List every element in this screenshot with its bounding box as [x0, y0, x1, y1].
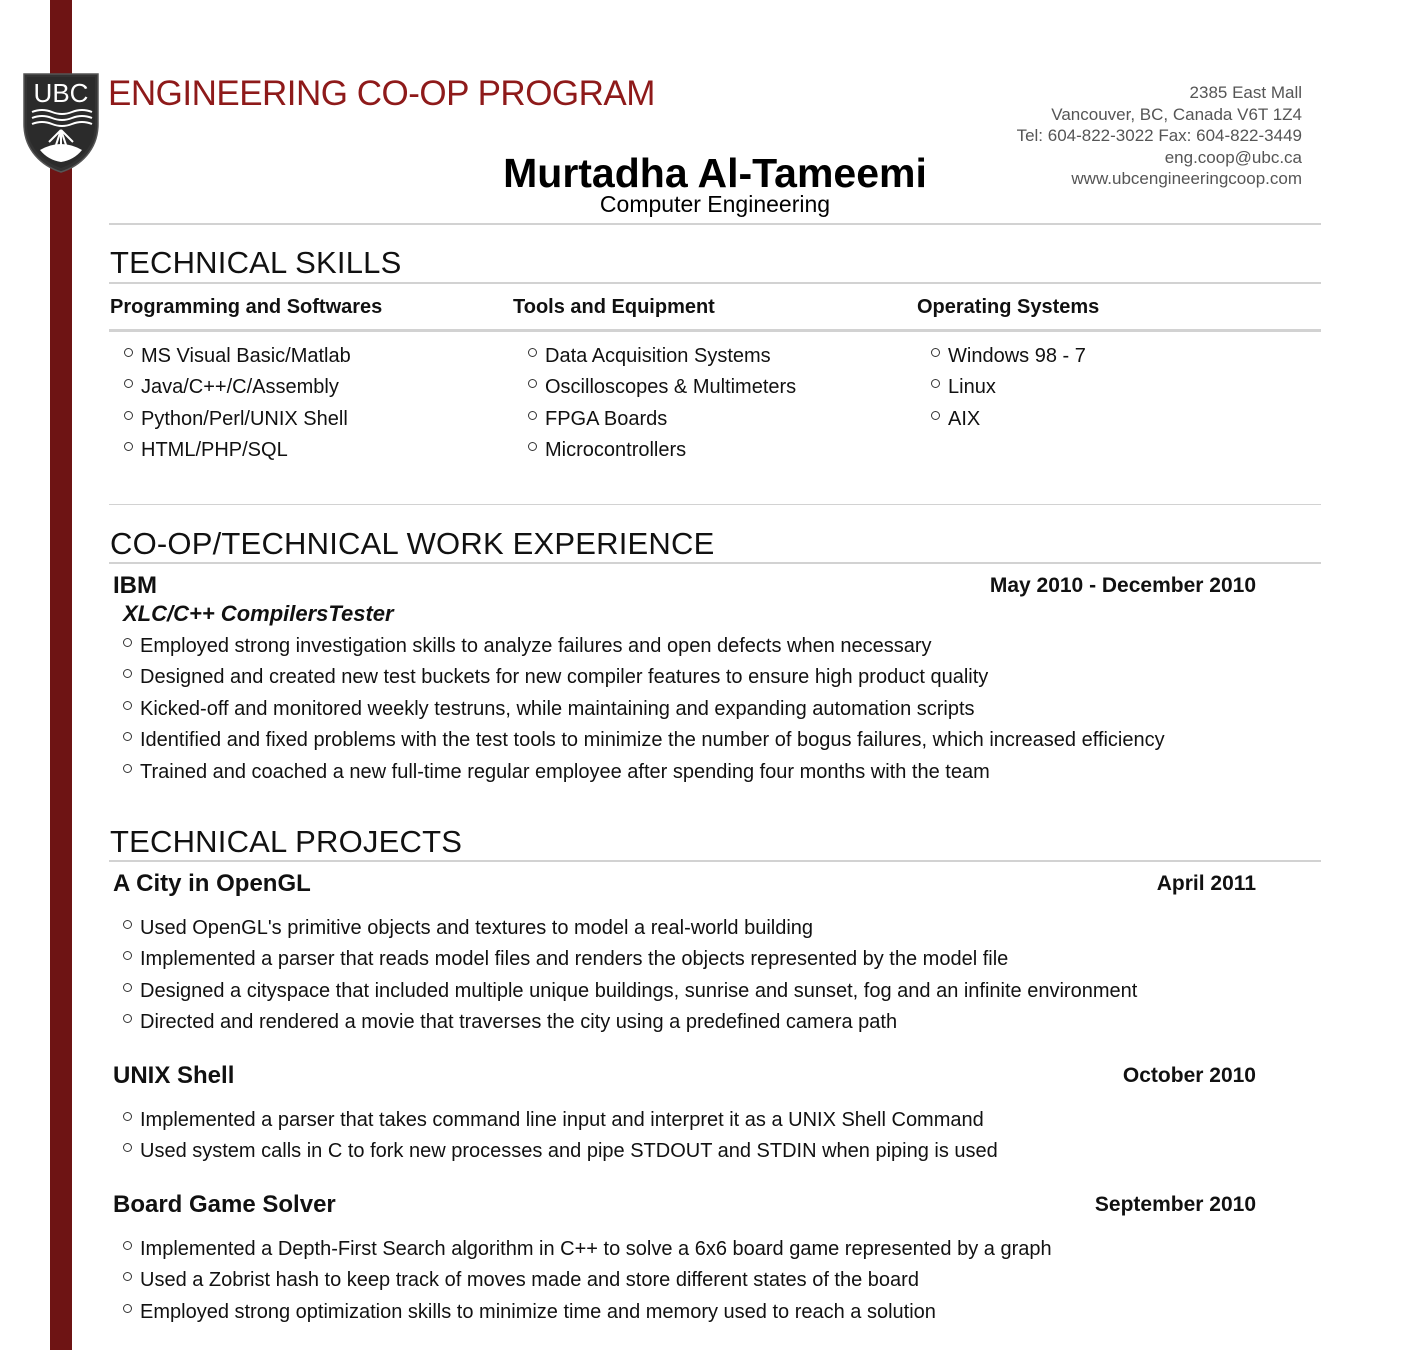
phone-fax-line: Tel: 604-822-3022 Fax: 604-822-3449 [1016, 126, 1302, 145]
address-line: 2385 East Mall [1189, 83, 1302, 102]
divider [109, 504, 1321, 505]
list-item: Implemented a parser that reads model files and renders the objects represented by the model file [123, 946, 1137, 977]
project-date: April 2011 [1156, 872, 1256, 895]
list-item: Oscilloscopes & Multimeters [528, 374, 796, 405]
list-item: FPGA Boards [528, 406, 796, 437]
job-title: XLC/C++ CompilersTester [123, 601, 394, 626]
skill-column-heading: Programming and Softwares [110, 296, 383, 318]
list-item: Linux [931, 374, 1086, 405]
skill-column-heading: Tools and Equipment [513, 296, 715, 318]
candidate-name: Murtadha Al-Tameemi [503, 150, 927, 196]
list-item: Directed and rendered a movie that traverses the city using a predefined camera path [123, 1009, 1137, 1040]
skill-column-heading: Operating Systems [917, 296, 1100, 318]
skill-list-programming [124, 343, 351, 469]
divider [109, 282, 1321, 284]
project-bullets [123, 915, 1137, 1041]
list-item: Used system calls in C to fork new processes and pipe STDOUT and STDIN when piping is used [123, 1138, 998, 1169]
list-item: Designed a cityspace that included multiple unique buildings, sunrise and sunset, fog and an infinite environment [123, 978, 1137, 1009]
website-line: www.ubcengineeringcoop.com [1071, 169, 1302, 188]
skill-list-os [931, 343, 1086, 437]
list-item: Windows 98 - 7 [931, 343, 1086, 374]
skill-list-tools [528, 343, 796, 469]
employer-name: IBM [113, 572, 157, 599]
project-bullets [123, 1236, 1052, 1330]
list-item: Trained and coached a new full-time regular employee after spending four months with the team [123, 759, 1165, 790]
list-item: Python/Perl/UNIX Shell [124, 406, 351, 437]
list-item: Java/C++/C/Assembly [124, 374, 351, 405]
list-item: Data Acquisition Systems [528, 343, 796, 374]
project-name: UNIX Shell [113, 1062, 235, 1089]
project-name: Board Game Solver [113, 1191, 336, 1218]
list-item: Used OpenGL's primitive objects and textures to model a real-world building [123, 915, 1137, 946]
list-item: Used a Zobrist hash to keep track of moves made and store different states of the board [123, 1267, 1052, 1298]
address-line: Vancouver, BC, Canada V6T 1Z4 [1051, 104, 1302, 124]
experience-bullets [123, 633, 1165, 790]
section-title-skills: TECHNICAL SKILLS [110, 245, 402, 280]
employment-dates: May 2010 - December 2010 [989, 574, 1256, 597]
list-item: HTML/PHP/SQL [124, 437, 351, 468]
section-title-experience: CO-OP/TECHNICAL WORK EXPERIENCE [110, 526, 715, 561]
project-name: A City in OpenGL [113, 870, 311, 897]
list-item: Designed and created new test buckets for new compiler features to ensure high product quality [123, 664, 1165, 695]
svg-text:UBC: UBC [33, 78, 89, 108]
project-date: September 2010 [1094, 1193, 1256, 1216]
divider [109, 860, 1321, 862]
list-item: AIX [931, 406, 1086, 437]
list-item: Employed strong optimization skills to minimize time and memory used to reach a solution [123, 1299, 1052, 1330]
list-item: Microcontrollers [528, 437, 796, 468]
project-bullets [123, 1107, 998, 1170]
divider [109, 562, 1321, 564]
divider [109, 223, 1321, 225]
project-date: October 2010 [1122, 1064, 1256, 1087]
program-title: ENGINEERING CO-OP PROGRAM [108, 74, 655, 113]
candidate-major: Computer Engineering [599, 191, 831, 217]
list-item: MS Visual Basic/Matlab [124, 343, 351, 374]
divider [109, 329, 1321, 332]
list-item: Kicked-off and monitored weekly testruns, while maintaining and expanding automation scripts [123, 696, 1165, 727]
list-item: Implemented a parser that takes command line input and interpret it as a UNIX Shell Command [123, 1107, 998, 1138]
email-line: eng.coop@ubc.ca [1164, 147, 1302, 167]
list-item: Identified and fixed problems with the test tools to minimize the number of bogus failures, which increased efficiency [123, 727, 1165, 758]
list-item: Employed strong investigation skills to analyze failures and open defects when necessary [123, 633, 1165, 664]
list-item: Implemented a Depth-First Search algorithm in C++ to solve a 6x6 board game represented by a graph [123, 1236, 1052, 1267]
section-title-projects: TECHNICAL PROJECTS [110, 824, 463, 859]
